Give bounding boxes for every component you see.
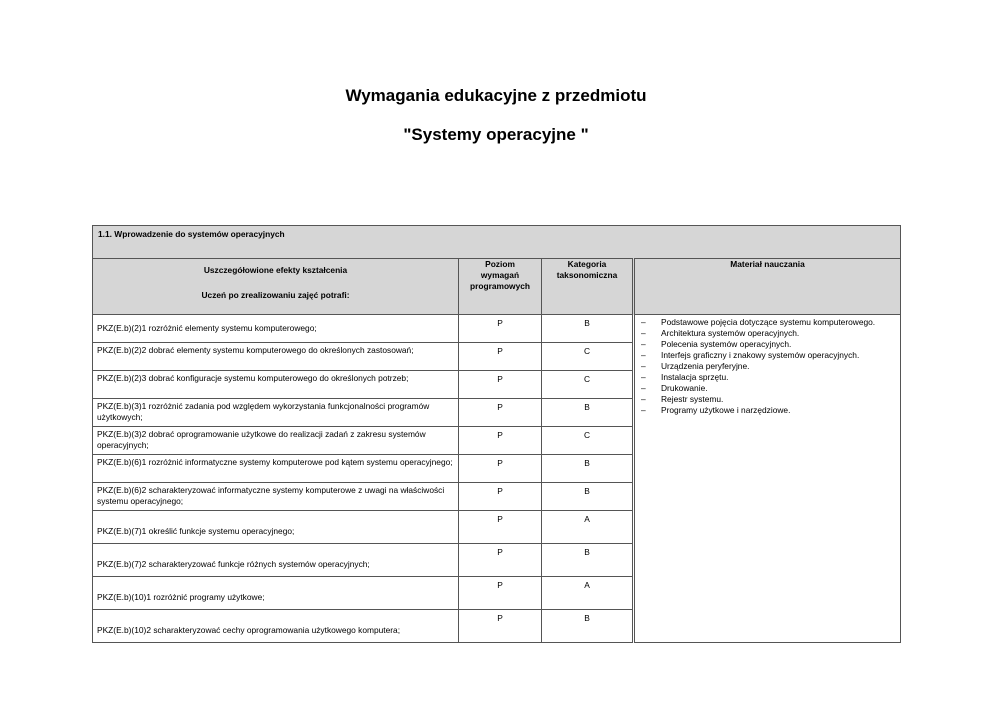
effect-cell: PKZ(E.b)(7)2 scharakteryzować funkcje różnych systemów operacyjnych; — [93, 544, 459, 577]
material-item: – Polecenia systemów operacyjnych. — [641, 339, 896, 350]
level-header — [459, 259, 542, 315]
effect-cell: PKZ(E.b)(2)2 dobrać elementy systemu komputerowego do określonych zastosowań; — [93, 343, 459, 371]
category-cell: C — [542, 343, 634, 371]
level-cell: P — [459, 610, 542, 643]
material-cell — [634, 315, 901, 643]
category-cell: A — [542, 577, 634, 610]
material-header: Materiał nauczania — [634, 259, 901, 315]
effect-cell: PKZ(E.b)(10)1 rozróżnić programy użytkowe; — [93, 577, 459, 610]
level-cell: P — [459, 399, 542, 427]
category-cell: B — [542, 544, 634, 577]
effects-header-line2: Uczeń po zrealizowaniu zajęć potrafi: — [201, 290, 350, 300]
requirements-table — [92, 225, 901, 643]
effect-cell: PKZ(E.b)(10)2 scharakteryzować cechy oprogramowania użytkowego komputera; — [93, 610, 459, 643]
level-header-line1: Poziom — [485, 259, 515, 269]
effect-cell: PKZ(E.b)(2)1 rozróżnić elementy systemu komputerowego; — [93, 315, 459, 343]
material-item: – Programy użytkowe i narzędziowe. — [641, 405, 896, 416]
level-header-line3: programowych — [469, 281, 531, 291]
category-cell: B — [542, 315, 634, 343]
material-item: – Rejestr systemu. — [641, 394, 896, 405]
level-cell: P — [459, 455, 542, 483]
category-cell: C — [542, 371, 634, 399]
material-item: – Instalacja sprzętu. — [641, 372, 896, 383]
material-list — [641, 317, 896, 416]
header-row — [93, 259, 901, 315]
category-cell: B — [542, 483, 634, 511]
section-row — [93, 226, 901, 259]
effect-cell: PKZ(E.b)(3)1 rozróżnić zadania pod względem wykorzystania funkcjonalności programów użytkowych; — [93, 399, 459, 427]
effects-header — [93, 259, 459, 315]
level-cell: P — [459, 371, 542, 399]
material-item: – Drukowanie. — [641, 383, 896, 394]
category-cell: C — [542, 427, 634, 455]
material-item: – Architektura systemów operacyjnych. — [641, 328, 896, 339]
effects-header-line1: Uszczegółowione efekty kształcenia — [203, 265, 348, 275]
effect-cell: PKZ(E.b)(3)2 dobrać oprogramowanie użytkowe do realizacji zadań z zakresu systemów operacyjnych; — [93, 427, 459, 455]
level-cell: P — [459, 511, 542, 544]
effect-cell: PKZ(E.b)(7)1 określić funkcje systemu operacyjnego; — [93, 511, 459, 544]
category-cell: B — [542, 610, 634, 643]
subject-name: "Systemy operacyjne " — [403, 125, 589, 144]
level-cell: P — [459, 483, 542, 511]
level-cell: P — [459, 577, 542, 610]
effect-cell: PKZ(E.b)(2)3 dobrać konfiguracje systemu komputerowego do określonych potrzeb; — [93, 371, 459, 399]
category-cell: B — [542, 455, 634, 483]
level-cell: P — [459, 544, 542, 577]
section-title: 1.1. Wprowadzenie do systemów operacyjnych — [93, 226, 901, 259]
level-cell: P — [459, 427, 542, 455]
category-cell: A — [542, 511, 634, 544]
document-title: Wymagania edukacyjne z przedmiotu — [345, 86, 647, 105]
category-header-line2: taksonomiczna — [556, 270, 618, 280]
level-header-line2: wymagań — [480, 270, 520, 280]
material-item: – Urządzenia peryferyjne. — [641, 361, 896, 372]
level-cell: P — [459, 315, 542, 343]
table-row — [93, 315, 901, 343]
category-cell: B — [542, 399, 634, 427]
level-cell: P — [459, 343, 542, 371]
material-item: – Interfejs graficzny i znakowy systemów operacyjnych. — [641, 350, 896, 361]
material-item: – Podstawowe pojęcia dotyczące systemu komputerowego. — [641, 317, 896, 328]
effect-cell: PKZ(E.b)(6)2 scharakteryzować informatyczne systemy komputerowe z uwagi na właściwości systemu operacyjnego; — [93, 483, 459, 511]
category-header-line1: Kategoria — [567, 259, 607, 269]
category-header — [542, 259, 634, 315]
effect-cell: PKZ(E.b)(6)1 rozróżnić informatyczne systemy komputerowe pod kątem systemu operacyjnego; — [93, 455, 459, 483]
